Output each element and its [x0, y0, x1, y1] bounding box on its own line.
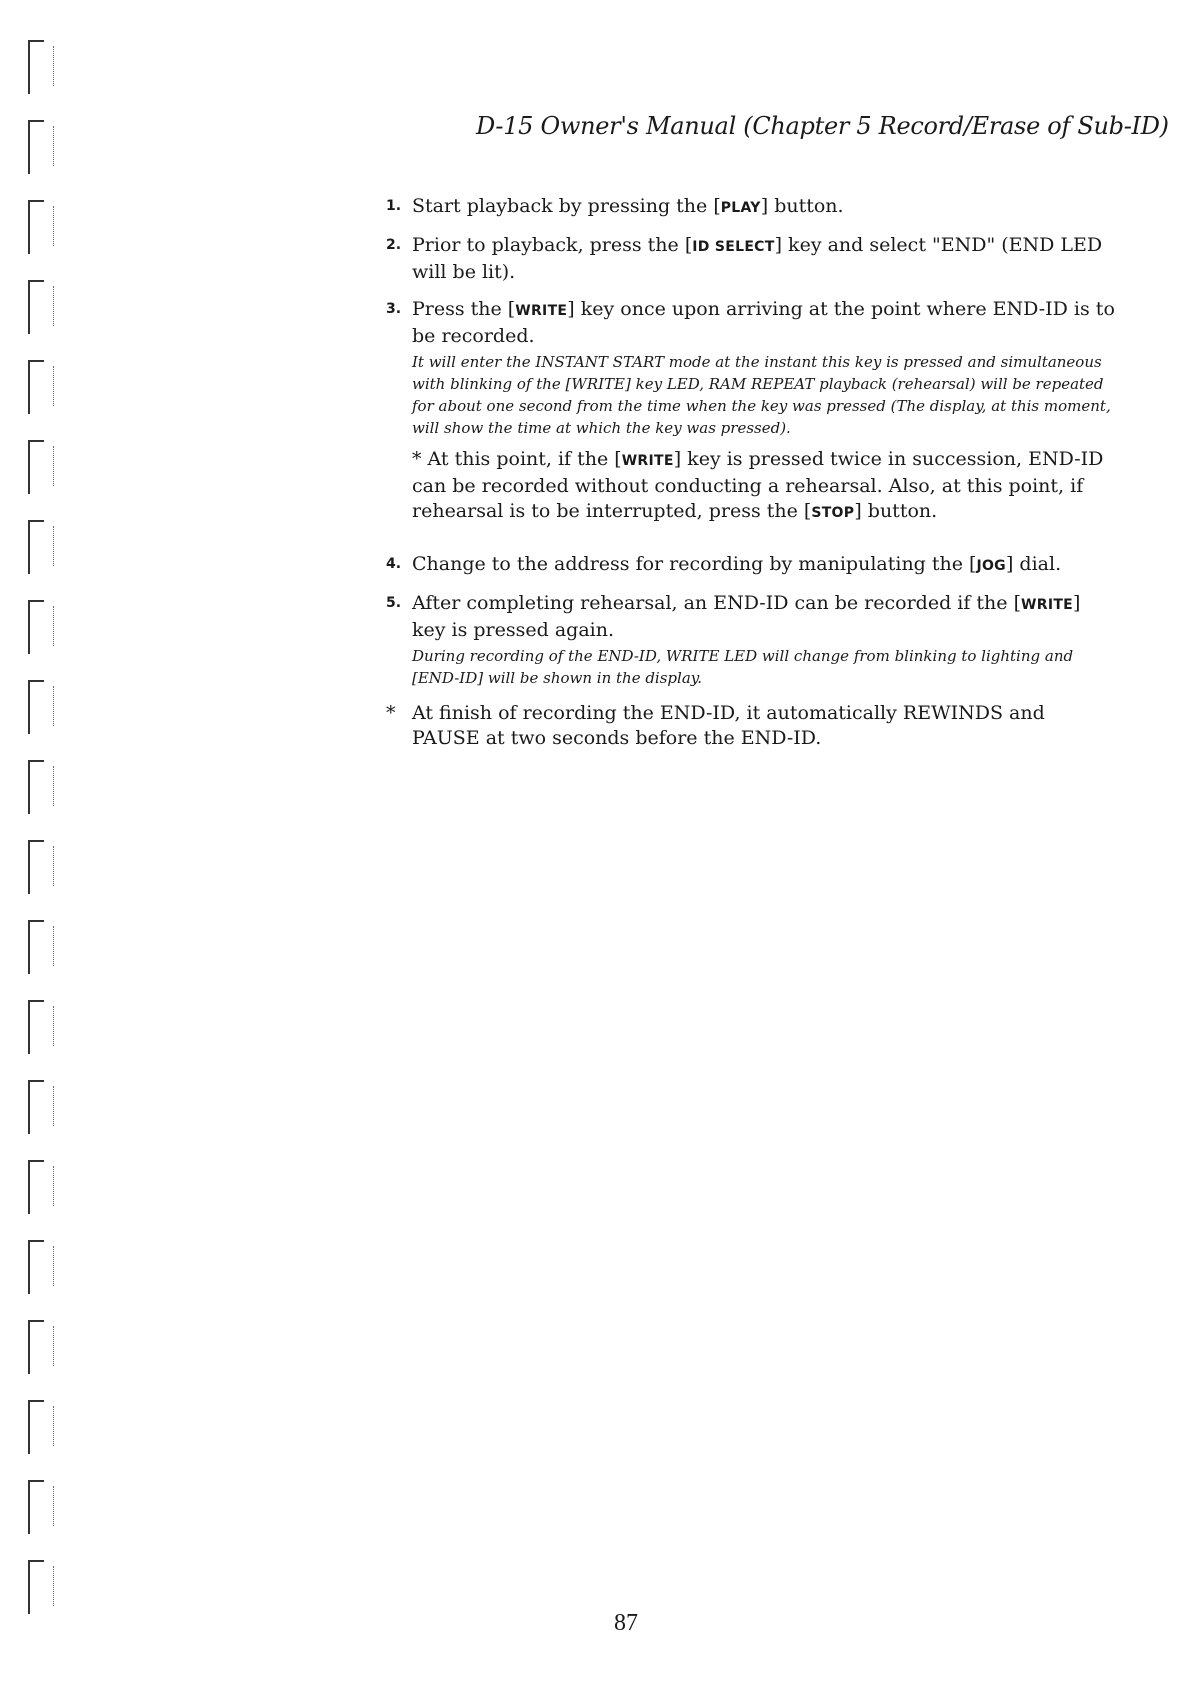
- step-number: 4.: [386, 556, 402, 572]
- page-number: 87: [614, 1610, 638, 1636]
- step-number: 5.: [386, 595, 402, 611]
- step-3: 3. Press the [WRITE] key once upon arriving at the point where END-ID is to be recorded. It will enter the INSTANT START mode at the instant this key is pressed and simultaneous with blinking of the [WRITE] key LED, RAM REPEAT playback (rehearsal) will be repeated for about one second from the time when the key was pressed (The display, at this moment, will show the time at which the key was pressed).: [386, 298, 1115, 437]
- step-number: 2.: [386, 237, 402, 253]
- key-label: PLAY: [720, 200, 761, 216]
- key-label: STOP: [811, 505, 855, 521]
- step-number: 1.: [386, 198, 402, 214]
- key-label: WRITE: [621, 453, 674, 469]
- rehearsal-note: * At this point, if the [WRITE] key is pressed twice in succession, END-ID can be recorded without conducting a rehearsal. Also, at this point, if rehearsal is to be interrupted, press the [STOP] button.: [412, 448, 1104, 522]
- page-header: D-15 Owner's Manual (Chapter 5 Record/Erase of Sub-ID): [476, 112, 1169, 140]
- final-note: * At finish of recording the END-ID, it automatically REWINDS and PAUSE at two seconds before the END-ID.: [386, 702, 1045, 749]
- key-label: WRITE: [515, 303, 568, 319]
- step-2: 2. Prior to playback, press the [ID SELECT] key and select "END" (END LED will be lit).: [386, 234, 1103, 283]
- step-5: 5. After completing rehearsal, an END-ID can be recorded if the [WRITE] key is pressed again. During recording of the END-ID, WRITE LED will change from blinking to lighting and [END-ID] will be shown in the display.: [386, 591, 1116, 689]
- asterisk: *: [386, 702, 396, 724]
- step-note: It will enter the INSTANT START mode at the instant this key is pressed and simultaneous with blinking of the [WRITE] key LED, RAM REPEAT playback (rehearsal) will be repeated for about one second from the time when the key was pressed (The display, at this moment, will show the time at which the key was pressed).: [412, 353, 1111, 437]
- step-note: During recording of the END-ID, WRITE LED will change from blinking to lighting and [END-ID] will be shown in the display.: [412, 647, 1074, 687]
- key-label: JOG: [976, 558, 1006, 574]
- step-1: 1. Start playback by pressing the [PLAY] button.: [386, 194, 1116, 221]
- instructions: [386, 194, 1116, 763]
- key-label: ID SELECT: [692, 239, 775, 255]
- key-label: WRITE: [1021, 597, 1074, 613]
- step-4: 4. Change to the address for recording by manipulating the [JOG] dial.: [386, 552, 1116, 579]
- step-number: 3.: [386, 301, 402, 317]
